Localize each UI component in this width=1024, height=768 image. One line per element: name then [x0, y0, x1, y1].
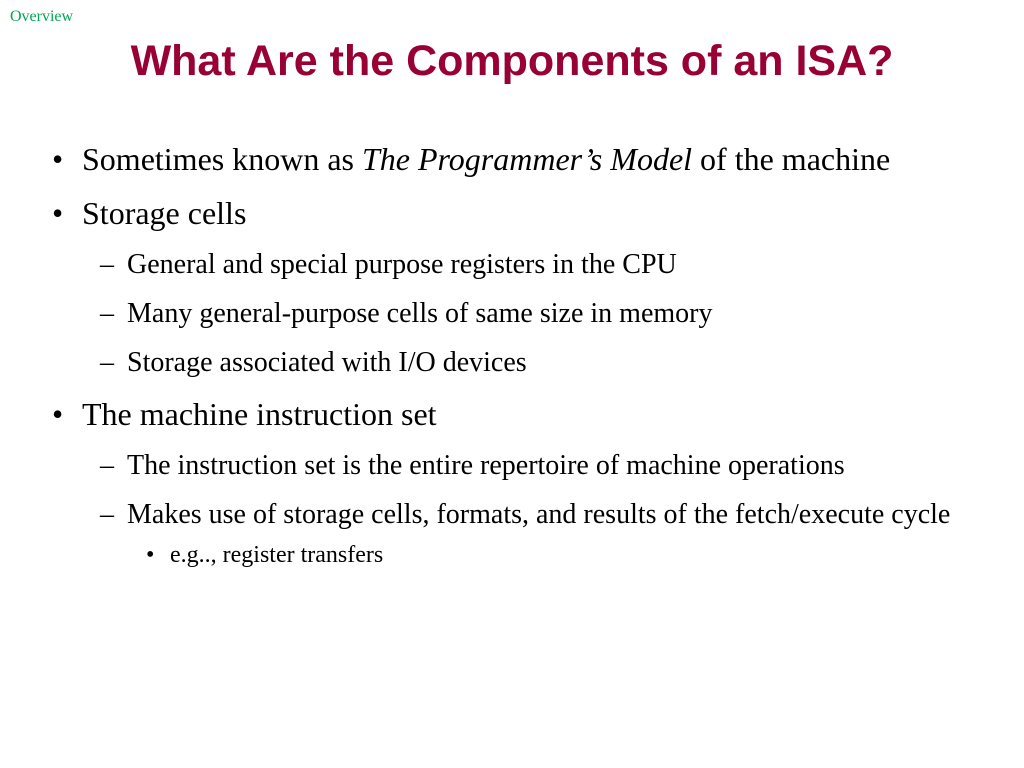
slide-title: What Are the Components of an ISA? — [130, 37, 894, 85]
subbullet-fetch-execute — [0, 495, 1024, 535]
section-label: Overview — [10, 8, 74, 25]
subbullet-memory-cells — [0, 294, 1024, 334]
bullet-text: Sometimes known as — [82, 141, 362, 177]
bullet-instruction-set — [0, 392, 1024, 436]
bullet-marker: • — [52, 141, 64, 177]
dash-marker: – — [100, 499, 114, 530]
subbullet-text: The instruction set is the entire repertoire of machine operations — [127, 450, 845, 481]
bullet-text: Storage cells — [82, 195, 247, 231]
dash-marker: – — [100, 450, 114, 481]
subbullet-registers — [0, 245, 1024, 285]
bullet-list — [0, 137, 1024, 579]
subbullet-text: Many general-purpose cells of same size in memory — [127, 298, 713, 329]
subbullet-repertoire — [0, 446, 1024, 486]
bullet-marker: • — [146, 542, 155, 568]
subsubbullet-text: e.g.., register transfers — [170, 542, 384, 568]
subbullet-text: General and special purpose registers in the CPU — [127, 249, 677, 280]
bullet-storage-cells — [0, 191, 1024, 235]
subbullet-text: Makes use of storage cells, formats, and results of the fetch/execute cycle — [127, 499, 951, 530]
bullet-text: The machine instruction set — [82, 396, 437, 432]
subbullet-io-storage — [0, 343, 1024, 383]
bullet-text: of the machine — [692, 141, 891, 177]
bullet-marker: • — [52, 396, 64, 432]
dash-marker: – — [100, 298, 114, 329]
subbullet-text: Storage associated with I/O devices — [127, 347, 527, 378]
dash-marker: – — [100, 249, 114, 280]
dash-marker: – — [100, 347, 114, 378]
bullet-marker: • — [52, 195, 64, 231]
subsubbullet-register-transfers — [0, 539, 1024, 571]
bullet-programmers-model — [0, 137, 1024, 181]
bullet-text-italic: The Programmer’s Model — [361, 141, 693, 177]
